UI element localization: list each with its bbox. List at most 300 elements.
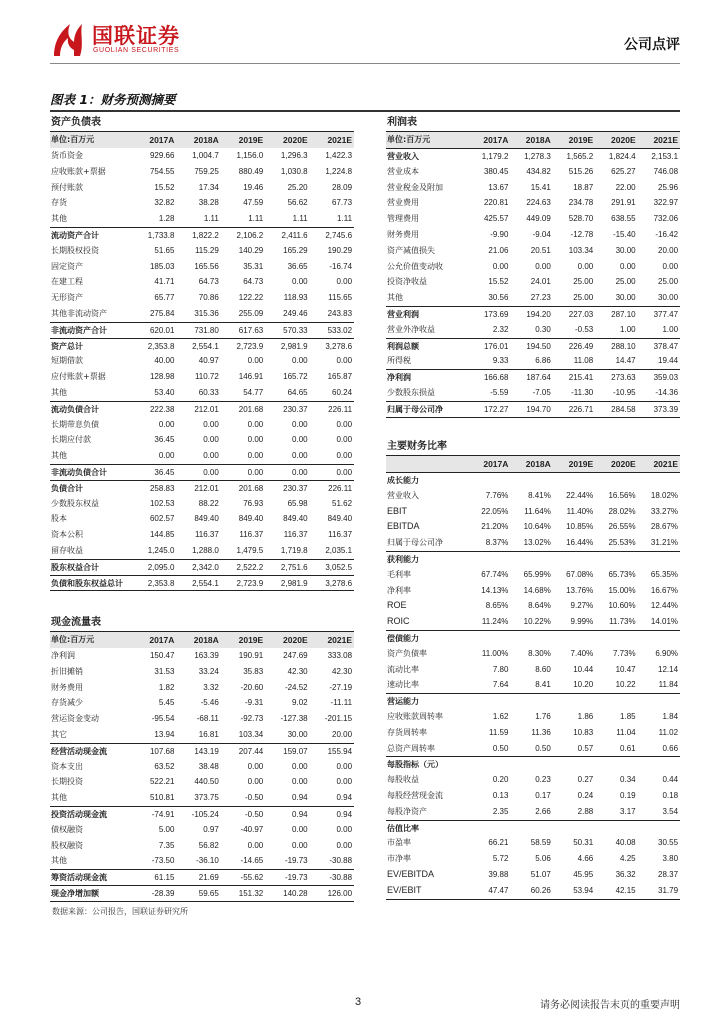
page-header	[50, 14, 680, 64]
cell-value: 284.58	[611, 404, 636, 414]
cell-value: 7.80	[492, 664, 509, 674]
table-row	[50, 243, 354, 259]
table-row	[50, 432, 354, 448]
cell-value: 0.00	[203, 451, 219, 461]
table-row	[50, 227, 354, 243]
cash-flow-table	[50, 614, 354, 902]
cell-value: 9.33	[492, 356, 509, 366]
cell-value: 2,522.2	[236, 562, 264, 572]
cell-value: 0.00	[292, 467, 308, 477]
table-header-row	[386, 456, 680, 472]
cell-value: 66.21	[488, 838, 509, 848]
cell-value: 36.65	[287, 261, 308, 271]
cell-value: 13.76%	[566, 585, 594, 595]
cell-value: 25.53%	[608, 538, 636, 548]
cell-value: 440.50	[194, 777, 219, 787]
cell-value: 0.00	[247, 840, 264, 850]
cell-value: 0.94	[336, 793, 353, 803]
cell-value: 220.81	[483, 198, 509, 208]
cell-value: 291.91	[611, 198, 636, 208]
row-label: 长期应付款	[51, 435, 91, 445]
cell-value: 0.00	[203, 435, 219, 445]
cell-value: 510.81	[149, 793, 175, 803]
cell-value: 10.22%	[523, 617, 551, 627]
row-label: 管理费用	[387, 214, 419, 224]
cell-value: 56.62	[287, 198, 308, 208]
cell-value: 0.66	[662, 743, 679, 753]
cell-value: 2.66	[535, 806, 551, 816]
cell-value: 11.24%	[481, 617, 509, 627]
cell-value: 18.87	[573, 182, 594, 192]
cell-value: 2,751.6	[280, 562, 308, 572]
cell-value: 10.64%	[523, 522, 551, 532]
cell-value: 528.70	[568, 214, 594, 224]
cell-value: 2.35	[492, 806, 509, 816]
unit-label: 单位:百万元	[51, 135, 95, 144]
year-header: 2017A	[483, 459, 509, 469]
logo-flame-icon	[50, 18, 86, 58]
cell-value: 11.40%	[566, 506, 594, 516]
row-label: 非流动负债合计	[51, 467, 107, 477]
logo-text-en: GUOLIAN SECURITIES	[93, 47, 180, 54]
cell-value: 212.01	[194, 483, 219, 493]
cell-value: 754.55	[149, 166, 175, 176]
cell-value: 288.10	[611, 341, 636, 351]
row-label: ROE	[387, 600, 407, 611]
row-label: 成长能力	[387, 476, 419, 485]
cell-value: 2,035.1	[325, 545, 353, 555]
cell-value: 63.52	[154, 761, 175, 771]
header-divider	[50, 63, 680, 64]
figure-title-divider	[50, 110, 680, 112]
cell-value: 118.93	[283, 293, 308, 303]
report-type-label: 公司点评	[624, 37, 680, 53]
cell-value: 1,278.3	[524, 152, 551, 161]
cell-value: 0.00	[247, 356, 264, 366]
cell-value: -74.91	[151, 809, 175, 819]
cell-value: 31.21%	[650, 538, 679, 548]
table-row	[386, 195, 680, 211]
row-label: 市净率	[387, 854, 411, 864]
cell-value: 24.01	[530, 277, 551, 287]
cell-value: 194.50	[526, 341, 551, 351]
cell-value: 0.17	[535, 790, 551, 800]
cell-value: 0.00	[292, 277, 308, 287]
cell-value: 201.68	[238, 483, 264, 493]
cell-value: 103.34	[238, 729, 264, 739]
cell-value: 0.50	[492, 743, 509, 753]
cell-value: -36.10	[196, 856, 219, 866]
table-header-row	[50, 632, 354, 648]
row-label: 净利率	[387, 585, 411, 595]
cell-value: 0.27	[577, 775, 594, 785]
row-label: 营运能力	[387, 697, 419, 707]
cell-value: 2,745.6	[325, 230, 353, 240]
row-label: 流动负债合计	[51, 404, 99, 414]
table-row	[50, 527, 354, 543]
row-label: 投资活动现金流	[51, 809, 107, 819]
row-label: 营业税金及附加	[387, 182, 443, 192]
cell-value: 638.55	[611, 214, 636, 224]
year-header: 2020E	[283, 635, 308, 645]
cell-value: 3.80	[662, 854, 679, 864]
cell-value: 42.15	[615, 885, 636, 895]
cell-value: 39.88	[488, 869, 509, 879]
year-header: 2018A	[525, 459, 551, 469]
cell-value: -16.42	[655, 229, 679, 239]
cell-value: 194.20	[526, 309, 551, 319]
table-row	[50, 664, 354, 680]
year-header: 2021E	[653, 459, 679, 469]
cell-value: 1.00	[620, 324, 636, 334]
table-row	[386, 180, 680, 196]
cell-value: 1,030.8	[280, 166, 308, 176]
row-label: 筹资活动现金流	[51, 873, 107, 883]
cell-value: 16.44%	[566, 538, 594, 548]
cell-value: 11.00%	[481, 648, 509, 658]
table-title: 利润表	[386, 114, 680, 132]
cell-value: 10.44	[573, 664, 594, 674]
cell-value: 47.59	[243, 198, 264, 208]
cell-value: 146.91	[238, 372, 264, 382]
cell-value: 61.15	[154, 873, 175, 883]
cell-value: 60.33	[198, 387, 219, 397]
cell-value: 14.47	[615, 356, 636, 366]
year-header: 2020E	[611, 459, 636, 469]
cell-value: 0.00	[492, 261, 509, 271]
cell-value: -95.54	[151, 714, 175, 724]
cell-value: 15.52	[154, 182, 175, 192]
cell-value: 617.63	[238, 325, 264, 335]
cell-value: 0.00	[535, 261, 551, 271]
table-row	[386, 338, 680, 354]
row-label: 财务费用	[51, 682, 83, 692]
cell-value: 0.00	[336, 761, 353, 771]
table-row	[50, 274, 354, 290]
row-label: 资本支出	[51, 761, 83, 771]
year-header: 2021E	[327, 635, 353, 645]
cell-value: 1.11	[337, 214, 353, 224]
cell-value: 449.09	[526, 214, 551, 224]
section-row	[386, 551, 680, 567]
cell-value: 42.30	[287, 666, 308, 676]
cell-value: 10.60%	[608, 601, 636, 611]
cell-value: 849.40	[283, 514, 308, 524]
cell-value: -14.36	[655, 387, 679, 397]
table-row	[386, 164, 680, 180]
cell-value: 2,095.0	[147, 562, 175, 572]
table-row	[50, 885, 354, 901]
table-row	[386, 725, 680, 741]
table-bottom-rule	[50, 590, 354, 591]
row-label: 应收账款周转率	[387, 711, 443, 721]
cell-value: 2.32	[492, 324, 509, 334]
cell-value: 42.30	[332, 666, 353, 676]
cell-value: 230.37	[283, 483, 308, 493]
cell-value: 3,278.6	[325, 578, 353, 588]
cell-value: -12.78	[570, 229, 594, 239]
unit-label: 单位:百万元	[387, 135, 431, 144]
cell-value: 11.59	[488, 727, 509, 737]
row-label: 无形资产	[51, 293, 83, 303]
cell-value: 45.95	[573, 869, 594, 879]
cell-value: 38.48	[198, 761, 219, 771]
income-statement-table	[386, 114, 680, 418]
cell-value: 2,342.0	[192, 562, 219, 572]
table-row	[50, 822, 354, 838]
cell-value: 36.45	[154, 435, 175, 445]
cell-value: 11.36	[531, 727, 551, 737]
cell-value: 0.00	[336, 777, 353, 787]
row-label: 营业收入	[387, 152, 419, 161]
cell-value: 0.34	[620, 775, 636, 785]
cell-value: 110.72	[194, 372, 219, 382]
cell-value: 0.19	[620, 790, 636, 800]
table-row	[50, 448, 354, 464]
cell-value: 144.85	[149, 530, 175, 540]
cell-value: 53.94	[573, 885, 594, 895]
cell-value: 3.17	[620, 806, 636, 816]
cell-value: 36.45	[154, 467, 175, 477]
cell-value: 20.00	[332, 729, 353, 739]
cell-value: 15.00%	[608, 585, 636, 595]
cell-value: 165.29	[283, 245, 308, 255]
cell-value: -0.53	[574, 324, 594, 334]
cell-value: 212.01	[194, 404, 219, 414]
cell-value: 0.00	[247, 419, 264, 429]
table-title: 现金流量表	[50, 614, 354, 632]
cell-value: -24.52	[284, 682, 308, 692]
cell-value: 190.91	[238, 651, 264, 660]
cell-value: 4.66	[577, 854, 594, 864]
section-row	[386, 472, 680, 488]
table-row	[50, 543, 354, 559]
table-row	[50, 306, 354, 322]
cell-value: 7.40%	[570, 648, 594, 658]
cell-value: 1,245.0	[147, 545, 175, 555]
row-label: 股权融资	[51, 840, 83, 850]
cell-value: 172.27	[483, 404, 509, 414]
cell-value: 122.22	[238, 293, 264, 303]
cell-value: 190.29	[327, 245, 353, 255]
cell-value: 65.77	[154, 293, 175, 303]
cell-value: 377.47	[653, 309, 679, 319]
cell-value: -10.95	[612, 387, 636, 397]
row-label: 其他	[51, 451, 67, 461]
cell-value: 247.69	[283, 651, 308, 660]
cell-value: 1.11	[292, 214, 308, 224]
cell-value: 65.99%	[523, 569, 551, 579]
table-row	[386, 598, 680, 614]
section-row	[386, 756, 680, 772]
cell-value: 8.60	[535, 664, 551, 674]
cell-value: 65.73%	[608, 569, 636, 579]
table-row	[50, 164, 354, 180]
cell-value: 6.90%	[655, 648, 679, 658]
cell-value: 165.87	[327, 372, 353, 382]
cell-value: 40.08	[615, 838, 636, 848]
cell-value: 150.47	[149, 651, 175, 660]
cell-value: 12.44%	[650, 601, 679, 611]
cell-value: 2,981.9	[280, 341, 308, 351]
cell-value: 0.13	[492, 790, 509, 800]
cell-value: 732.06	[653, 214, 679, 224]
cell-value: 22.44%	[566, 490, 594, 500]
cell-value: 21.69	[198, 873, 219, 883]
cell-value: -9.31	[244, 698, 264, 708]
row-label: 流动资产合计	[51, 230, 99, 240]
cell-value: 226.11	[328, 483, 353, 493]
cell-value: 1.86	[577, 711, 594, 721]
cell-value: 17.34	[198, 182, 219, 192]
cell-value: 19.46	[243, 182, 264, 192]
row-label: 归属于母公司净	[387, 404, 443, 414]
cell-value: -73.50	[151, 856, 175, 866]
cell-value: 21.06	[488, 245, 509, 255]
table-row	[50, 853, 354, 869]
cell-value: 25.00	[573, 293, 594, 303]
row-label: 预付账款	[51, 182, 83, 192]
cell-value: 3.54	[662, 806, 679, 816]
cell-value: 2,554.1	[192, 341, 219, 351]
cell-value: 30.00	[615, 293, 636, 303]
cell-value: 224.63	[526, 198, 551, 208]
table-row	[50, 759, 354, 775]
row-label: 债权融资	[51, 824, 83, 834]
cell-value: 201.68	[238, 404, 264, 414]
cell-value: -40.97	[240, 824, 264, 834]
cell-value: 0.00	[203, 419, 219, 429]
cell-value: 515.26	[568, 166, 594, 176]
cell-value: -19.73	[284, 856, 308, 866]
table-row	[50, 290, 354, 306]
row-label: 固定资产	[51, 261, 83, 271]
table-row	[50, 790, 354, 806]
cell-value: 3,278.6	[325, 341, 353, 351]
cell-value: 602.57	[149, 514, 175, 524]
table-row	[386, 519, 680, 535]
cell-value: 185.03	[149, 261, 175, 271]
cell-value: 1,824.4	[608, 152, 636, 161]
cell-value: 287.10	[611, 309, 636, 319]
cell-value: -16.74	[329, 261, 353, 271]
cell-value: 35.31	[243, 261, 264, 271]
cell-value: 165.72	[283, 372, 308, 382]
cell-value: 16.81	[198, 729, 219, 739]
cell-value: 7.35	[158, 840, 175, 850]
table-row	[50, 401, 354, 417]
cell-value: 30.56	[488, 293, 509, 303]
table-title: 主要财务比率	[386, 438, 680, 456]
cell-value: 15.41	[530, 182, 551, 192]
cell-value: -20.60	[240, 682, 264, 692]
table-row	[50, 211, 354, 227]
cell-value: 13.02%	[523, 538, 551, 548]
year-header: 2017A	[149, 135, 175, 145]
cell-value: 243.83	[327, 308, 353, 318]
cell-value: 1,733.8	[147, 230, 175, 240]
cell-value: 33.27%	[650, 506, 679, 516]
cell-value: -14.65	[240, 856, 264, 866]
table-row	[386, 369, 680, 385]
cell-value: 0.00	[620, 261, 636, 271]
row-label: 净利润	[387, 373, 411, 383]
cell-value: 4.25	[620, 854, 636, 864]
cell-value: 1,719.8	[280, 545, 308, 555]
table-row	[50, 680, 354, 696]
year-header: 2020E	[283, 135, 308, 145]
cell-value: 25.96	[658, 182, 679, 192]
row-label: 现金净增加额	[51, 888, 99, 898]
cell-value: 8.41	[535, 680, 551, 690]
cell-value: 11.73%	[609, 617, 636, 627]
cell-value: 116.37	[239, 530, 264, 540]
year-header: 2021E	[653, 135, 679, 145]
logo-text-cn: 国联证券	[92, 24, 180, 48]
cell-value: 226.49	[568, 341, 594, 351]
cell-value: -19.73	[284, 873, 308, 883]
section-row	[386, 820, 680, 836]
cell-value: 67.08%	[566, 569, 594, 579]
cell-value: -11.30	[571, 387, 594, 397]
cell-value: 8.30%	[528, 648, 551, 658]
cell-value: 0.00	[336, 356, 353, 366]
cell-value: -0.50	[244, 793, 264, 803]
cell-value: 0.18	[662, 790, 679, 800]
cell-value: 30.00	[287, 729, 308, 739]
disclaimer-note: 请务必阅读报告末页的重要声明	[540, 1000, 680, 1011]
cell-value: -5.46	[200, 698, 219, 708]
cell-value: 140.29	[238, 245, 264, 255]
cell-value: 166.68	[483, 373, 509, 383]
cell-value: 0.00	[158, 419, 175, 429]
cell-value: 1,422.3	[325, 151, 353, 160]
cell-value: 116.37	[194, 530, 219, 540]
cell-value: 10.20	[573, 680, 594, 690]
cell-value: 2,723.9	[236, 341, 264, 351]
row-label: 归属于母公司净	[387, 538, 443, 548]
row-label: 毛利率	[387, 569, 411, 579]
row-label: 其他非流动资产	[51, 308, 107, 318]
row-label: 每股经营现金流	[387, 790, 443, 800]
cell-value: 373.39	[653, 404, 679, 414]
cell-value: 38.28	[198, 198, 219, 208]
cell-value: 5.00	[158, 824, 175, 834]
row-label: ROIC	[387, 616, 410, 627]
page-number: 3	[355, 996, 362, 1008]
data-source-note: 数据来源：公司报告，国联证券研究所	[52, 907, 188, 916]
cell-value: 1.28	[158, 214, 175, 224]
cell-value: 30.55	[658, 838, 679, 848]
cell-value: 1.00	[662, 324, 679, 334]
cell-value: 0.00	[336, 467, 353, 477]
year-header: 2019E	[568, 459, 594, 469]
cell-value: 2.88	[577, 806, 594, 816]
cell-value: 102.53	[149, 498, 175, 508]
unit-label	[386, 456, 468, 472]
cell-value: 16.67%	[650, 585, 679, 595]
cell-value: 0.00	[292, 761, 308, 771]
cell-value: 14.68%	[523, 585, 551, 595]
row-label: 非流动资产合计	[51, 325, 107, 335]
row-label: 折旧摊销	[51, 666, 83, 676]
row-label: 其他	[51, 856, 67, 866]
row-label: 资产负债率	[387, 648, 427, 658]
table-header-row	[386, 132, 680, 148]
table-row	[386, 677, 680, 693]
cell-value: 41.71	[154, 277, 175, 287]
cell-value: 64.73	[198, 277, 219, 287]
